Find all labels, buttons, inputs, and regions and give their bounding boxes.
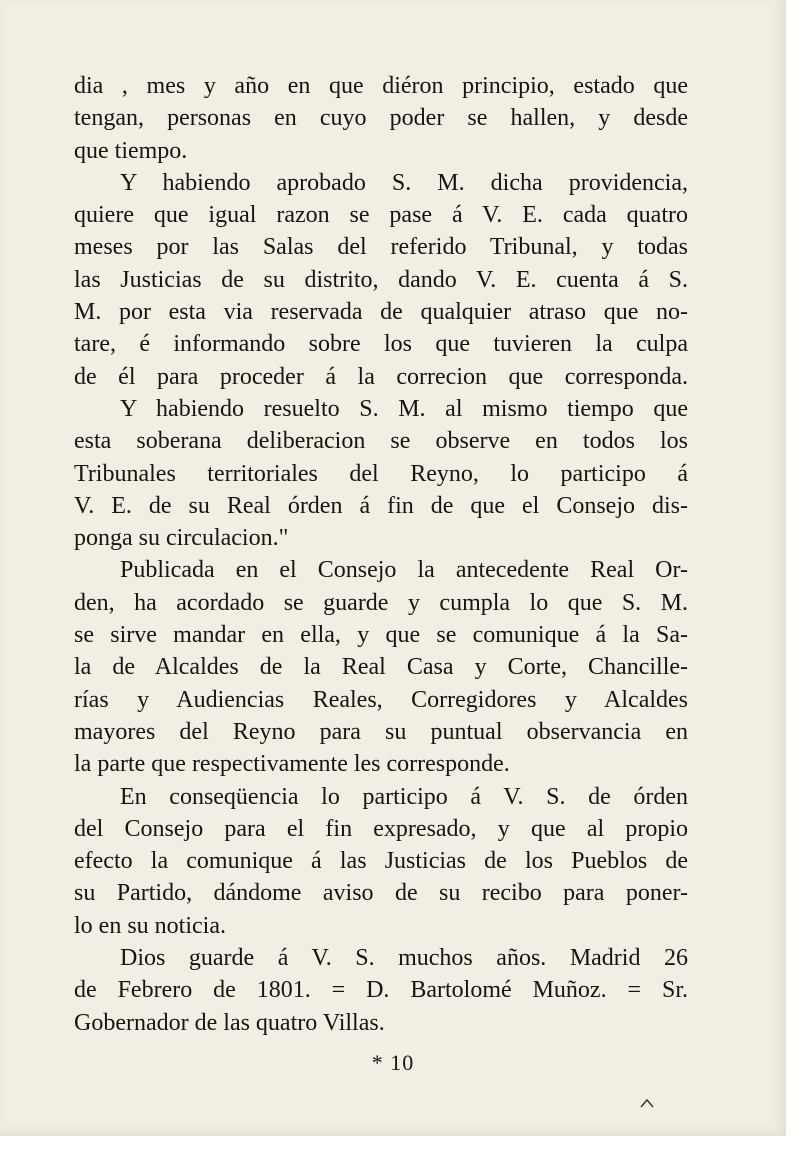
text-line: rías y Audiencias Reales, Corregidores y Alcaldes [74,686,688,713]
caret-mark-icon [640,1098,654,1108]
text-line: Gobernador de las quatro Villas. [74,1009,385,1036]
text-line: M. por esta via reservada de qualquier atraso que no- [74,299,688,326]
text-line: tare, é informando sobre los que tuvieren la culpa [74,331,688,358]
text-line: la de Alcaldes de la Real Casa y Corte, Chancille- [74,654,688,681]
text-line: tengan, personas en cuyo poder se hallen, y desde [74,105,688,132]
text-line: den, ha acordado se guarde y cumpla lo que S. M. [74,589,688,616]
text-line: meses por las Salas del referido Tribunal, y todas [74,234,688,261]
text-line: efecto la comunique á las Justicias de los Pueblos de [74,848,688,875]
text-line: dia , mes y año en que diéron principio, estado que [74,73,688,99]
text-line: que tiempo. [74,137,188,164]
text-line: esta soberana deliberacion se observe en todos los [74,428,688,455]
text-line: Dios guarde á V. S. muchos años. Madrid 26 [120,945,688,972]
text-line: Publicada en el Consejo la antecedente Real Or- [120,557,688,584]
text-line: se sirve mandar en ella, y que se comunique á la Sa- [74,622,688,649]
text-line: ponga su circulacion." [74,525,289,552]
text-line: las Justicias de su distrito, dando V. E. cuenta á S. [74,266,688,293]
text-line: quiere que igual razon se pase á V. E. cada quatro [74,202,688,229]
body-text [74,70,688,1039]
text-line: la parte que respectivamente les corresponde. [74,751,510,778]
text-line: mayores del Reyno para su puntual observancia en [74,718,688,745]
text-line: Y habiendo resuelto S. M. al mismo tiempo que [120,395,688,422]
text-line: de él para proceder á la correcion que corresponda. [74,363,688,390]
text-line: Y habiendo aprobado S. M. dicha providencia, [120,169,688,196]
text-line: V. E. de su Real órden á fin de que el Consejo dis- [74,492,688,519]
text-line: Tribunales territoriales del Reyno, lo participo á [74,460,688,487]
text-line: lo en su noticia. [74,912,226,939]
text-line: de Febrero de 1801. = D. Bartolomé Muñoz. = Sr. [74,977,688,1004]
text-line: En conseqüencia lo participo á V. S. de órden [120,783,688,810]
signature-mark: * 10 [371,1050,415,1075]
text-line: su Partido, dándome aviso de su recibo para poner- [74,880,688,907]
text-line: del Consejo para el fin expresado, y que al propio [74,815,688,842]
